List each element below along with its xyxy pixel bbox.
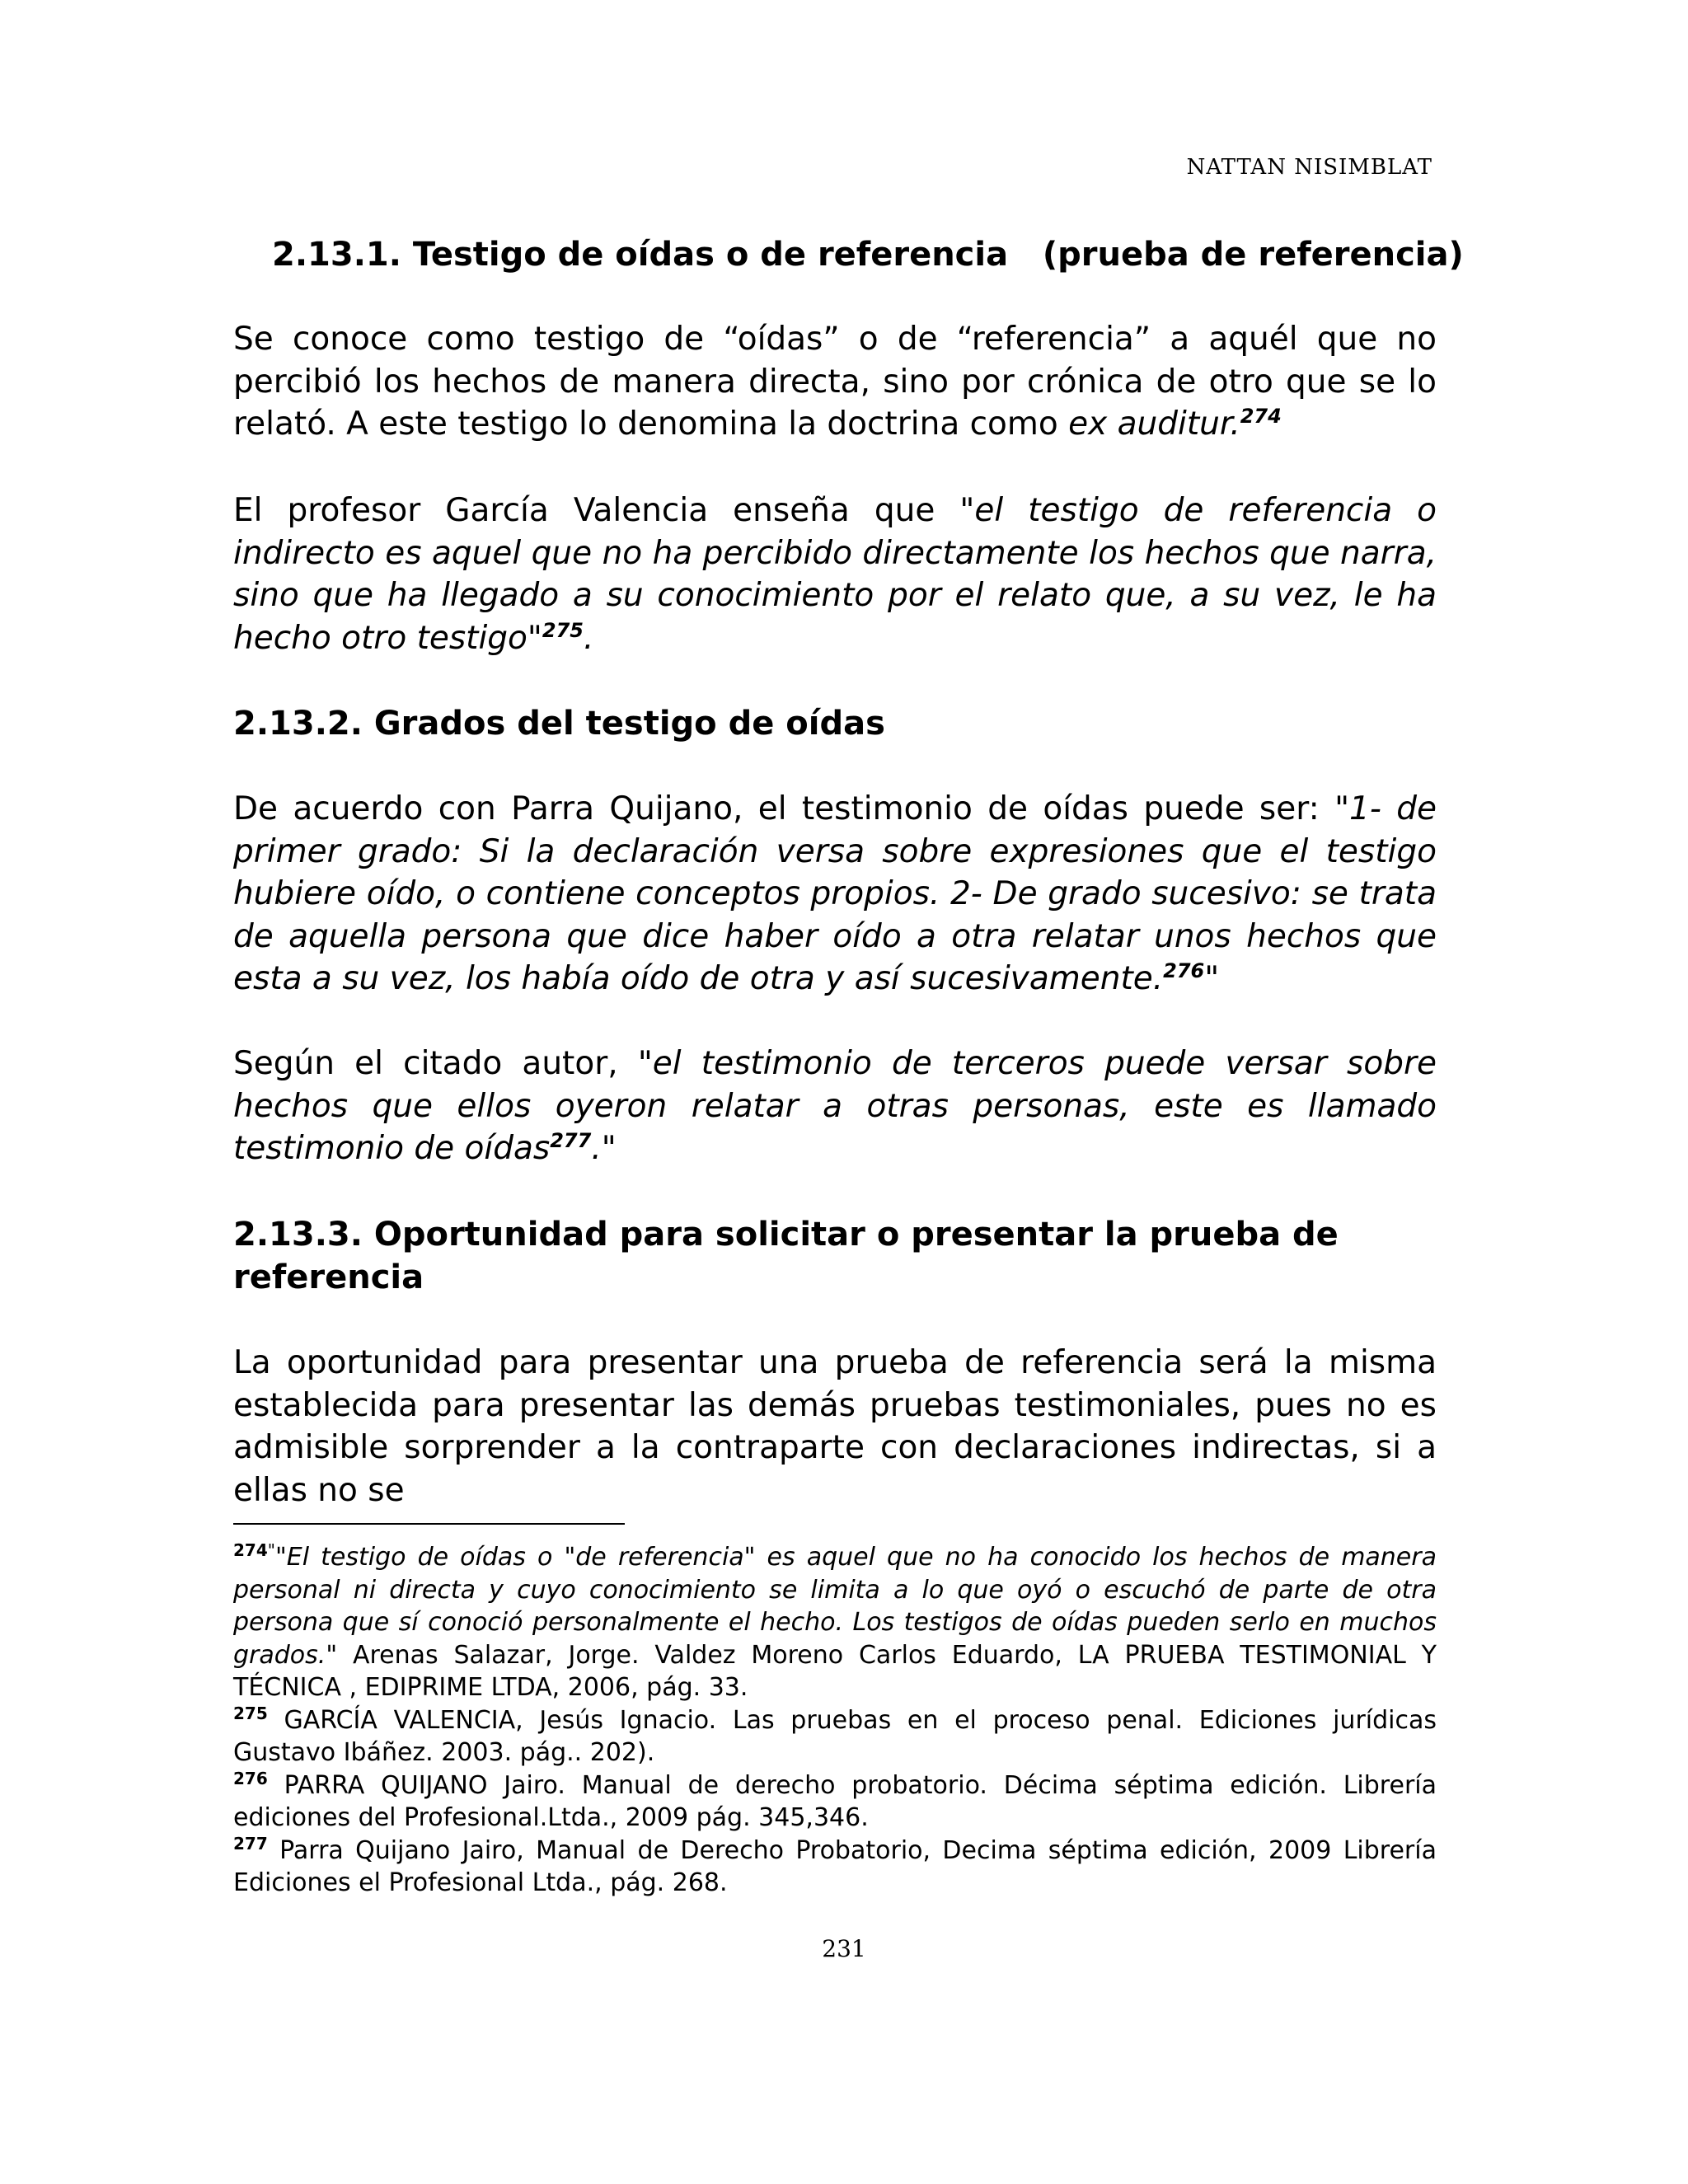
paragraph-text-run: El profesor García Valencia enseña que [233,492,960,529]
paragraph-3 [233,788,1437,1001]
footnote-ref-276[interactable]: 276 [1163,959,1205,982]
section-heading-2-13-3 [233,1213,1387,1299]
footnote-275 [233,1704,1437,1769]
footnote-mark: " [267,1540,275,1560]
footnote-text: GARCÍA VALENCIA, Jesús Ignacio. Las pruebas en el proceso penal. Ediciones jurídicas Gustavo Ibáñez. 2003. pág.. 202). [233,1705,1437,1767]
footnotes [233,1535,1437,1900]
footnote-number: 274 [233,1540,268,1560]
quotation: "1- de primer grado: Si la declaración versa sobre expresiones que el testigo hubiere oído, o contiene conceptos propios. 2- De grado sucesivo: se trata de aquella persona que dice haber oído a otra relatar unos hechos que esta a su vez, los había oído de otra y así sucesivamente. [233,790,1437,997]
footnote-277 [233,1835,1437,1900]
section-heading-2-13-1 [272,233,1464,276]
running-header: NATTAN NISIMBLAT [1186,155,1432,180]
paragraph-text [233,318,1437,446]
footnote-number: 276 [233,1768,268,1788]
footnote-quotation: "El testigo de oídas o "de referencia" es aquel que no ha conocido los hechos de manera personal ni directa y cuyo conocimiento se limita a lo que oyó o escuchó de parte de otra persona que sí conoció personalmente el hecho. Los testigos de oídas pueden serlo en muchos grados." [233,1543,1437,1670]
quotation: "el testigo de referencia o indirecto es aquel que no ha percibido directamente los hechos que narra, sino que ha llegado a su conocimiento por el relato que, a su vez, le ha hecho otro testigo" [233,492,1437,657]
quotation: "el testimonio de terceros puede versar sobre hechos que ellos oyeron relatar a otras personas, este es llamado testimonio de oídas [233,1045,1437,1167]
paragraph-text-run: De acuerdo con Parra Quijano, el testimonio de oídas puede ser: [233,790,1335,827]
latin-term: ex auditur. [1068,405,1240,443]
page-number: 231 [822,1935,866,1962]
footnote-number: 275 [233,1703,268,1723]
quotation-end: . [583,619,594,657]
heading-text: 2.13.1. Testigo de oídas o de referencia (prueba de referencia) [272,236,1464,274]
heading-text: 2.13.3. Oportunidad para solicitar o presentar la prueba de referencia [233,1216,1339,1296]
paragraph-5 [233,1342,1437,1511]
footnote-ref-277[interactable]: 277 [550,1129,592,1152]
footnote-ref-275[interactable]: 275 [542,618,584,642]
footnote-text: Parra Quijano Jairo, Manual de Derecho Probatorio, Decima séptima edición, 2009 Librería Ediciones el Profesional Ltda., pág. 268. [233,1835,1437,1897]
footnote-separator [233,1523,625,1525]
footnote-text: Arenas Salazar, Jorge. Valdez Moreno Carlos Eduardo, LA PRUEBA TESTIMONIAL Y TÉCNICA , EDIPRIME LTDA, 2006, pág. 33. [233,1640,1437,1702]
paragraph-text [233,1043,1437,1170]
paragraph-1 [233,318,1437,446]
paragraph-text [233,788,1437,1001]
footnote-276 [233,1769,1437,1835]
footnote-text: PARRA QUIJANO Jairo. Manual de derecho probatorio. Décima séptima edición. Librería ediciones del Profesional.Ltda., 2009 pág. 345,346. [233,1770,1437,1832]
paragraph-text [233,490,1437,659]
paragraph-text: La oportunidad para presentar una prueba de referencia será la misma establecida para presentar las demás pruebas testimoniales, pues no es admisible sorprender a la contraparte con declaraciones indirectas, si a ellas no se [233,1344,1437,1509]
quotation-end: ." [591,1130,617,1167]
paragraph-2 [233,490,1437,659]
heading-text: 2.13.2. Grados del testigo de oídas [233,705,885,743]
section-heading-2-13-2 [233,702,1437,745]
quotation-end: " [1204,960,1220,997]
paragraph-text-run: Se conoce como testigo de “oídas” o de “referencia” a aquél que no percibió los hechos de manera directa, sino por crónica de otro que se lo relató. A este testigo lo denomina la doctrina como [233,321,1437,443]
paragraph-4 [233,1043,1437,1170]
footnote-274 [233,1535,1437,1704]
footnote-number: 277 [233,1833,268,1854]
paragraph-text-run: Según el citado autor, [233,1045,638,1082]
footnote-ref-274[interactable]: 274 [1240,405,1282,428]
